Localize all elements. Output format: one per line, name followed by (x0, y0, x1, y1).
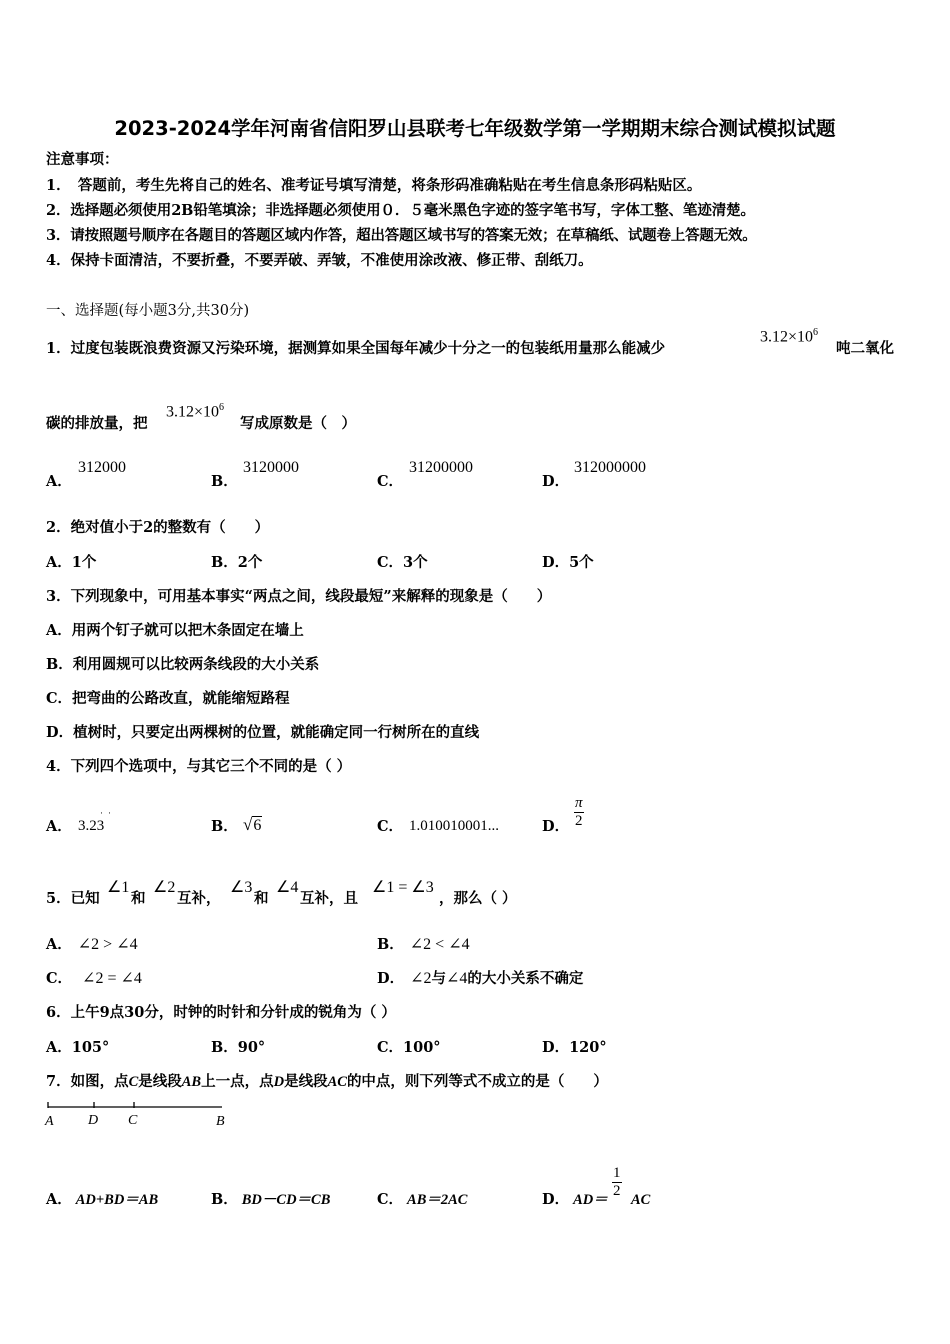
q2-option-c: C．3个 (377, 554, 428, 571)
page-title: 2023-2024学年河南省信阳罗山县联考七年级数学第一学期期末综合测试模拟试题 (114, 117, 836, 140)
sqrt-icon: √ (243, 815, 253, 834)
q1-option-a: A． (46, 473, 72, 490)
q6-option-b: B．90° (211, 1039, 266, 1056)
q7-option-d: D． AD＝ (542, 1191, 608, 1208)
q5-supplement-2: 互补，且 (300, 890, 358, 907)
q6-stem: 6．上午9点30分，时钟的时针和分针成的锐角为（ ） (46, 1004, 396, 1021)
q1-number-1: $3.12\times 10^6$ (760, 327, 819, 346)
notice-item-1: 1． 答题前，考生先将自己的姓名、准考证号填写清楚，将条形码准确粘贴在考生信息条形码粘贴区。 (46, 177, 702, 194)
q5-stem: 5．已知 (46, 890, 100, 907)
q5-and-1: 和 (131, 890, 146, 907)
q1-option-b: B． (211, 473, 238, 490)
q3-option-a: A．用两个钉子就可以把木条固定在墙上 (46, 622, 304, 639)
q5-option-d: D． ∠2与∠4的大小关系不确定 (377, 970, 584, 987)
q3-option-d: D．植树时，只要定出两棵树的位置，就能确定同一行树所在的直线 (46, 724, 480, 741)
q4-option-c-value: 1.010010001... (409, 818, 499, 834)
notice-heading: 注意事项： (46, 151, 119, 168)
q7-segment-figure (40, 1098, 240, 1134)
notice-item-2: 2．选择题必须使用2B铅笔填涂；非选择题必须使用０．５毫米黑色字迹的签字笔书写，字体工整、笔迹清楚。 (46, 202, 755, 219)
q6-option-a: A．105° (46, 1039, 110, 1056)
q5-equation: ∠1 = ∠3 (372, 879, 434, 896)
q5-option-a: A． ∠2 > ∠4 (46, 936, 138, 953)
figure-label-a: A (45, 1114, 54, 1129)
q2-option-b: B．2个 (211, 554, 263, 571)
q1-option-a-value: 312000 (78, 459, 126, 476)
q7-option-b: B． BD－CD＝CB (211, 1191, 331, 1208)
notice-item-4: 4．保持卡面清洁，不要折叠，不要弄破、弄皱，不准使用涂改液、修正带、刮纸刀。 (46, 252, 593, 269)
q5-angle-1: ∠1 (107, 879, 130, 896)
q5-supplement-1: 互补， (177, 890, 221, 907)
section-heading: 一、选择题(每小题3分,共30分) (46, 303, 250, 319)
q3-stem: 3．下列现象中，可用基本事实“两点之间，线段最短”来解释的现象是（ ） (46, 588, 552, 605)
figure-label-b: B (216, 1114, 225, 1129)
q1-option-c-value: 31200000 (409, 459, 473, 476)
q7-option-c: C． AB＝2AC (377, 1191, 468, 1208)
q6-option-c: C．100° (377, 1039, 441, 1056)
notice-item-3: 3．请按照题号顺序在各题目的答题区域内作答，超出答题区域书写的答案无效；在草稿纸、试题卷上答题无效。 (46, 227, 757, 244)
figure-label-d: D (88, 1113, 99, 1128)
q2-option-a: A．1个 (46, 554, 97, 571)
q1-text-a: 1．过度包装既浪费资源又污染环境，据测算如果全国每年减少十分之一的包装纸用量那么能减少 (46, 340, 666, 357)
figure-label-c: C (128, 1113, 138, 1128)
q4-option-b: B． (211, 818, 238, 835)
q1-text-d: 写成原数是（ ） (240, 415, 356, 432)
q1-text-b: 吨二氧化 (836, 340, 894, 357)
q1-option-d: D． (542, 473, 570, 490)
q1-text-c: 碳的排放量，把 (46, 415, 148, 432)
q4-option-a-value: 3.23 · · (78, 808, 111, 834)
q3-option-b: B．利用圆规可以比较两条线段的大小关系 (46, 656, 320, 673)
q2-option-d: D．5个 (542, 554, 594, 571)
q7-option-d-tail: AC (631, 1192, 651, 1208)
q3-option-c: C．把弯曲的公路改直，就能缩短路程 (46, 690, 290, 707)
q1-number-2: $3.12\times 10^6$ (166, 402, 225, 421)
q2-stem: 2．绝对值小于2的整数有（ ） (46, 519, 270, 536)
q5-option-c: C． ∠2 = ∠4 (46, 970, 142, 987)
q5-angle-4: ∠4 (276, 879, 299, 896)
q5-tail: ，那么（ ） (439, 890, 517, 907)
q5-angle-3: ∠3 (230, 879, 253, 896)
q1-option-c: C． (377, 473, 404, 490)
q1-option-b-value: 3120000 (243, 459, 299, 476)
q5-option-b: B． ∠2 < ∠4 (377, 936, 470, 953)
q4-option-c: C． (377, 818, 404, 835)
q7-option-a: A． AD+BD＝AB (46, 1191, 159, 1208)
q4-option-d-fraction: $\frac{\pi}{2}$ (575, 795, 583, 829)
q1-option-d-value: 312000000 (574, 459, 646, 476)
q4-option-b-value: √6 (243, 815, 262, 834)
q1-stem-line1 (46, 339, 665, 359)
q7-stem: 7．如图，点C是线段AB上一点，点D是线段AC的中点，则下列等式不成立的是（ ） (46, 1073, 608, 1090)
repeating-dot-icon: · (108, 808, 111, 818)
q4-stem: 4．下列四个选项中，与其它三个不同的是（ ） (46, 758, 352, 775)
q5-and-2: 和 (254, 890, 269, 907)
q7-option-d-fraction: $\frac{1}{2}$ (613, 1165, 621, 1199)
q4-option-d: D． (542, 818, 570, 835)
q4-option-a: A． (46, 818, 72, 835)
q6-option-d: D．120° (542, 1039, 607, 1056)
q5-angle-2: ∠2 (153, 879, 176, 896)
repeating-dot-icon: · (100, 808, 103, 818)
